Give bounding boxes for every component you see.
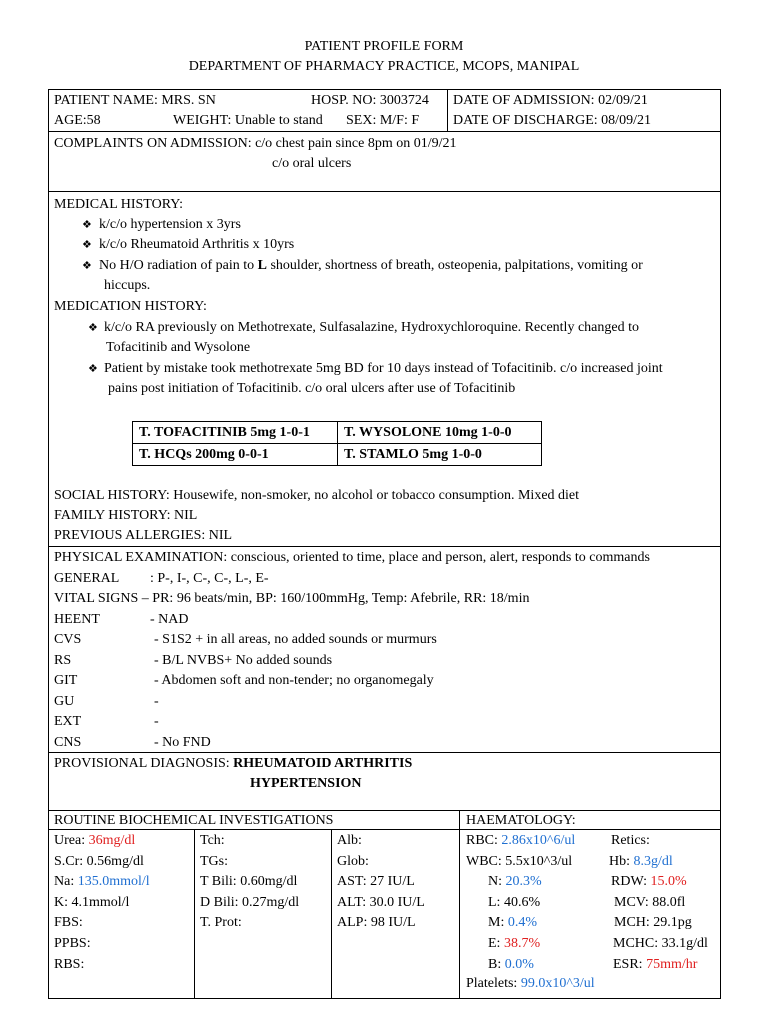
drug-cell: T. TOFACITINIB 5mg 1-0-1 — [139, 425, 310, 440]
lab-value: K: 4.1mmol/l — [54, 895, 130, 910]
complaints-line-1: COMPLAINTS ON ADMISSION: c/o chest pain since 8pm on 01/9/21 — [54, 136, 457, 151]
exam-label: HEENT — [54, 612, 100, 627]
lab-value: PPBS: — [54, 936, 91, 951]
previous-allergies: PREVIOUS ALLERGIES: NIL — [54, 528, 233, 543]
lab-value: RBC: 2.86x10^6/ul — [466, 833, 576, 848]
bullet-icon: ❖ — [82, 239, 92, 251]
admission-date: DATE OF ADMISSION: 02/09/21 — [453, 93, 648, 108]
general-label: GENERAL — [54, 571, 120, 586]
medication-history-heading: MEDICATION HISTORY: — [54, 299, 207, 314]
exam-label: RS — [54, 653, 72, 668]
lab-value: S.Cr: 0.56mg/dl — [54, 854, 144, 869]
haematology-heading: HAEMATOLOGY: — [466, 813, 576, 828]
patient-age: AGE:58 — [54, 113, 101, 128]
lab-value: ALP: 98 IU/L — [337, 915, 416, 930]
lab-value: L: 40.6% — [488, 895, 541, 910]
exam-value: - — [154, 714, 159, 729]
lab-value: Urea: 36mg/dl — [54, 833, 136, 848]
lab-value: ESR: 75mm/hr — [613, 957, 698, 972]
lab-value: B: 0.0% — [488, 957, 534, 972]
platelets: Platelets: 99.0x10^3/ul — [466, 976, 595, 991]
lab-value: MCHC: 33.1g/dl — [613, 936, 708, 951]
exam-value: - S1S2 + in all areas, no added sounds or murmurs — [154, 632, 437, 647]
medication-history-item: k/c/o RA previously on Methotrexate, Sulfasalazine, Hydroxychloroquine. Recently changed to — [104, 320, 639, 335]
exam-value: - No FND — [154, 735, 211, 750]
exam-label: GIT — [54, 673, 78, 688]
discharge-date: DATE OF DISCHARGE: 08/09/21 — [453, 113, 651, 128]
vital-signs: VITAL SIGNS – PR: 96 beats/min, BP: 160/100mmHg, Temp: Afebrile, RR: 18/min — [54, 591, 530, 606]
general-value: : P-, I-, C-, C-, L-, E- — [150, 571, 269, 586]
medical-history-item-3-cont: hiccups. — [104, 278, 151, 293]
complaints-line-2: c/o oral ulcers — [272, 156, 352, 171]
department-title: DEPARTMENT OF PHARMACY PRACTICE, MCOPS, MANIPAL — [188, 59, 580, 74]
lab-value: Tch: — [200, 833, 225, 848]
lab-value: N: 20.3% — [488, 874, 542, 889]
exam-label: CNS — [54, 735, 82, 750]
bullet-icon: ❖ — [88, 363, 98, 375]
patient-sex: SEX: M/F: F — [346, 113, 420, 128]
medication-history-item: Patient by mistake took methotrexate 5mg BD for 10 days instead of Tofacitinib. c/o increased joint — [104, 361, 663, 376]
provisional-diagnosis: PROVISIONAL DIAGNOSIS: RHEUMATOID ARTHRITIS — [54, 756, 413, 771]
medical-history-item: k/c/o hypertension x 3yrs — [99, 217, 241, 232]
lab-value: MCH: 29.1pg — [614, 915, 692, 930]
diagnosis-2: HYPERTENSION — [250, 776, 362, 791]
lab-value: E: 38.7% — [488, 936, 541, 951]
medical-history-heading: MEDICAL HISTORY: — [54, 197, 184, 212]
lab-value: Na: 135.0mmol/l — [54, 874, 150, 889]
medication-history-item-cont: pains post initiation of Tofacitinib. c/o oral ulcers after use of Tofacitinib — [108, 381, 516, 396]
exam-value: - NAD — [150, 612, 189, 627]
medication-history-item-cont: Tofacitinib and Wysolone — [106, 340, 251, 355]
form-title: PATIENT PROFILE FORM — [304, 39, 464, 54]
bullet-icon: ❖ — [82, 219, 92, 231]
lab-value: ALT: 30.0 IU/L — [337, 895, 425, 910]
lab-value: AST: 27 IU/L — [337, 874, 415, 889]
bullet-icon: ❖ — [82, 260, 92, 272]
bullet-icon: ❖ — [88, 322, 98, 334]
exam-label: GU — [54, 694, 75, 709]
lab-value: Hb: 8.3g/dl — [609, 854, 673, 869]
family-history: FAMILY HISTORY: NIL — [54, 508, 198, 523]
drug-cell: T. HCQs 200mg 0-0-1 — [139, 447, 269, 462]
physical-examination: PHYSICAL EXAMINATION: conscious, oriented to time, place and person, alert, responds to commands — [54, 550, 650, 565]
drug-cell: T. STAMLO 5mg 1-0-0 — [344, 447, 482, 462]
exam-label: CVS — [54, 632, 82, 647]
social-history: SOCIAL HISTORY: Housewife, non-smoker, no alcohol or tobacco consumption. Mixed diet — [54, 488, 580, 503]
exam-value: - — [154, 694, 159, 709]
patient-name: PATIENT NAME: MRS. SN — [54, 93, 216, 108]
lab-value: TGs: — [200, 854, 228, 869]
lab-value: RBS: — [54, 957, 85, 972]
lab-value: RDW: 15.0% — [611, 874, 687, 889]
lab-value: T Bili: 0.60mg/dl — [200, 874, 298, 889]
lab-value: D Bili: 0.27mg/dl — [200, 895, 300, 910]
biochem-heading: ROUTINE BIOCHEMICAL INVESTIGATIONS — [54, 813, 334, 828]
lab-value: T. Prot: — [200, 915, 242, 930]
lab-value: WBC: 5.5x10^3/ul — [466, 854, 573, 869]
lab-value: MCV: 88.0fl — [614, 895, 686, 910]
lab-value: FBS: — [54, 915, 83, 930]
lab-value: Glob: — [337, 854, 369, 869]
hosp-no: HOSP. NO: 3003724 — [311, 93, 429, 108]
lab-value: M: 0.4% — [488, 915, 538, 930]
medical-history-item: k/c/o Rheumatoid Arthritis x 10yrs — [99, 237, 295, 252]
lab-value: Alb: — [337, 833, 362, 848]
drug-cell: T. WYSOLONE 10mg 1-0-0 — [344, 425, 512, 440]
lab-value: Retics: — [611, 833, 650, 848]
exam-value: - Abdomen soft and non-tender; no organomegaly — [154, 673, 434, 688]
medical-history-item-3: No H/O radiation of pain to L shoulder, shortness of breath, osteopenia, palpitations, vomiting or — [99, 258, 643, 273]
patient-weight: WEIGHT: Unable to stand — [173, 113, 323, 128]
exam-label: EXT — [54, 714, 82, 729]
exam-value: - B/L NVBS+ No added sounds — [154, 653, 333, 668]
